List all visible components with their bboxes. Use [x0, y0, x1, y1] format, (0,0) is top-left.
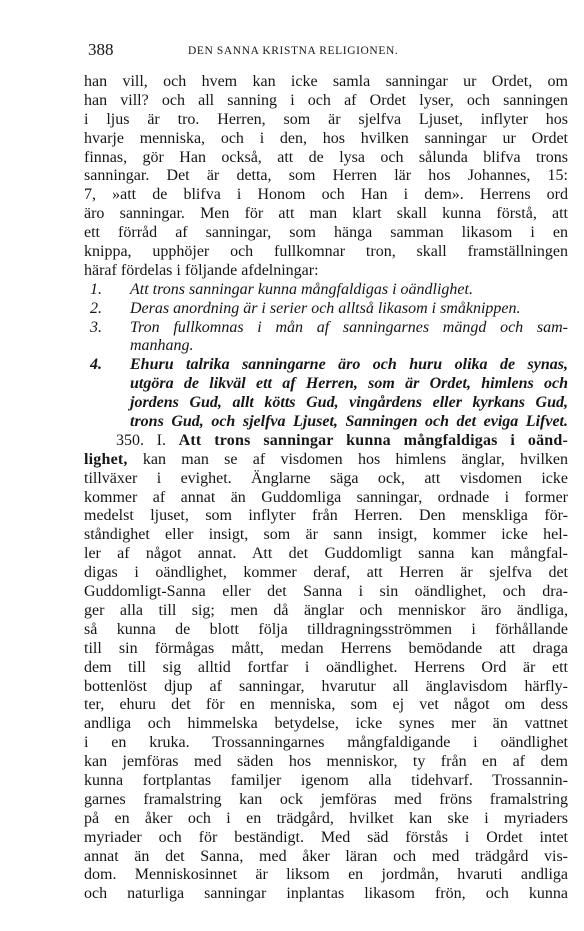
text-line: knippa, upphöjer och fullkomnar tron, skall framställningen — [84, 243, 568, 261]
text-line: garnes framalstring kan ock jemföras med fröns framalstring — [84, 790, 568, 808]
list-item-text: utgöra de likväl ett af Herren, som är Ordet, himlens och — [130, 375, 568, 393]
list-item-text: Tron fullkomnas i mån af sanningarnes mängd och sam- — [130, 318, 568, 336]
section-first-line-rest: kan man se af visdomen hos himlens änglar, hvilken — [142, 450, 568, 468]
list-item-text: manhang. — [130, 337, 194, 355]
list-item — [84, 356, 568, 375]
text-line: häraf fördelas i följande afdelningar: — [84, 261, 319, 279]
list-item-text: jordens Gud, allt kötts Gud, vingårdens eller kyrkans Gud, — [130, 394, 568, 412]
text-line: till sin förmågas mått, medan Herrens bemödande att draga — [84, 639, 568, 657]
page-body — [84, 73, 568, 904]
text-line: ståndighet eller insigt, som är sann insigt, kommer icke hel- — [84, 526, 568, 544]
text-line: tillväxer i evighet. Änglarne säga ock, att visdomen icke — [84, 469, 568, 487]
text-line: kommer af annat än Guddomliga sanningar, ordnade i former — [84, 488, 568, 506]
text-line: äro sanningar. Men för att man klart skall kunna förstå, att — [84, 205, 568, 223]
text-line: ett förråd af sanningar, som hänga samman likasom i en — [84, 224, 568, 242]
section-heading-line — [84, 432, 568, 451]
intro-paragraph — [84, 73, 568, 281]
text-line: hvarje menniska, och i den, hos hvilken sanningar ur Ordet — [84, 129, 568, 147]
text-line: finnas, gör Han också, att de lysa och sålunda blifva trons — [84, 148, 568, 166]
text-line: medelst ljuset, som inflyter från Herren. Den menskliga för- — [84, 507, 568, 525]
list-item-continuation — [84, 394, 568, 413]
division-list — [84, 281, 568, 432]
text-line: kunna fortplantas familjer igenom alla tidehvarf. Trossannin- — [84, 771, 568, 789]
list-item-continuation — [84, 375, 568, 394]
list-item-text: Att trons sanningar kunna mångfaldigas i oändlighet. — [130, 280, 473, 298]
text-line: andliga och himmelska betydelse, icke synes mer än vattnet — [84, 715, 568, 733]
text-line — [84, 451, 568, 470]
list-item-number: 1. — [90, 280, 102, 298]
running-head: DEN SANNA KRISTNA RELIGIONEN. — [188, 45, 399, 57]
text-line: kan jemföras med säden hos menniskor, ty från en af dem — [84, 753, 568, 771]
text-line: digas i oändlighet, kommer deraf, att Herren är sjelfva det — [84, 564, 568, 582]
list-item — [84, 319, 568, 338]
section-heading: Att trons sanningar kunna mångfaldigas i oänd- — [178, 431, 568, 449]
section-roman: I. — [156, 431, 166, 449]
text-line: sanningar. Det är detta, som Herren lär hos Johannes, 15: — [84, 167, 568, 185]
list-item — [84, 281, 568, 300]
text-line: ter, ehuru det för en menniska, som ej vet något om dess — [84, 696, 568, 714]
text-line: ger alla till sig; men då änglar och menniskor äro ändliga, — [84, 601, 568, 619]
list-item-number: 4. — [90, 356, 102, 374]
list-item — [84, 300, 568, 319]
text-line: så kunna de blott följa tilldragningsströmmen i förhållande — [84, 620, 568, 638]
text-line: bottenlöst djup af sanningar, hvarutur all änglavisdom härfly- — [84, 677, 568, 695]
section-350 — [84, 432, 568, 904]
text-line: i en kruka. Trossanningarnes mångfaldigande i oändlighet — [84, 734, 568, 752]
section-number: 350. — [116, 431, 144, 449]
text-line: på en åker och i en trädgård, hvilket kan ske i myriaders — [84, 809, 568, 827]
text-line: annat än det Sanna, med åker läran och med trädgård vis- — [84, 847, 568, 865]
text-line: ler af något annat. Att det Guddomligt sanna kan mångfal- — [84, 545, 568, 563]
text-line: han vill? och all sanning i och af Ordet lyser, och sanningen — [84, 91, 568, 109]
text-line: dem till sig alltid fortfar i oändlighet. Herrens Ord är ett — [84, 658, 568, 676]
text-line: myriader och för beständigt. Med säd förstås i Ordet intet — [84, 828, 568, 846]
list-item-number: 3. — [90, 318, 102, 336]
list-item-number: 2. — [90, 299, 102, 317]
list-item-text: Deras anordning är i serier och alltså likasom i småknippen. — [130, 299, 521, 317]
page-number: 388 — [88, 40, 114, 59]
text-line: dom. Menniskosinnet är liksom en jordmån, hvaruti andliga — [84, 866, 568, 884]
section-heading-continuation: lighet, — [84, 450, 128, 468]
text-line: han vill, och hvem kan icke samla sanningar ur Ordet, om — [84, 73, 568, 90]
list-item-text: Ehuru talrika sanningarne äro och huru olika de synas, — [130, 356, 568, 374]
page-header — [0, 38, 584, 62]
text-line: och naturliga sanningar inplantas likasom frön, och kunna — [84, 885, 568, 903]
list-item-text: trons Gud, och sjelfva Ljuset, Sanningen och det eviga Lifvet. — [130, 413, 568, 431]
list-item-continuation — [84, 413, 568, 432]
text-line: 7, »att de blifva i Honom och Han i dem». Herrens ord — [84, 186, 568, 204]
text-line: Guddomligt-Sanna eller det Sanna i sin oändlighet, och dra- — [84, 583, 568, 601]
list-item-continuation — [84, 337, 568, 356]
text-line: i ljus är tro. Herren, som är sjelfva Ljuset, inflyter hos — [84, 110, 568, 128]
